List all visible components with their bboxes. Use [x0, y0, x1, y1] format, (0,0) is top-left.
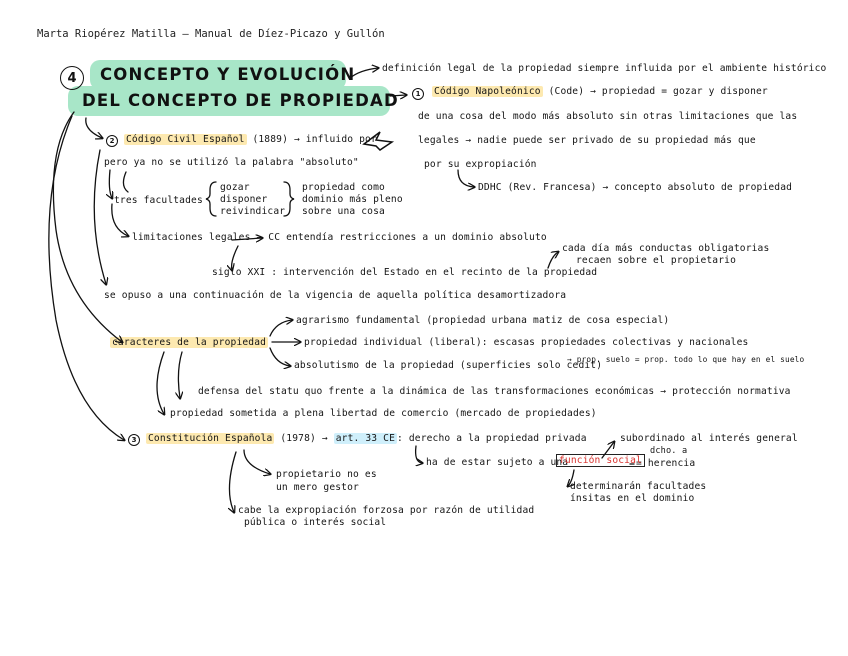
se-opuso: se opuso a una continuación de la vigencia de aquella política desamortizadora	[104, 290, 567, 301]
page-header: Marta Riopérez Matilla – Manual de Díez-Picazo y Gullón	[37, 28, 385, 40]
facultad-reivindicar: reivindicar	[220, 206, 286, 217]
dcho-a: dcho. a	[650, 446, 688, 456]
limitaciones-legales: limitaciones legales → CC entendía restricciones a un dominio absoluto	[132, 232, 547, 243]
determinaran-2: ínsitas en el dominio	[570, 493, 695, 504]
tres-facultades: tres facultades	[114, 195, 203, 206]
prop-suelo: → prop. suelo = prop. todo lo que hay en el suelo	[567, 355, 805, 364]
facultad-disponer: disponer	[220, 194, 268, 205]
resultado-3: sobre una cosa	[302, 206, 385, 217]
siglo-xxi: siglo XXI : intervención del Estado en el recinto de la propiedad	[212, 267, 598, 278]
agrarismo: agrarismo fundamental (propiedad urbana matiz de cosa especial)	[296, 315, 670, 326]
propiedad-individual: propiedad individual (liberal): escasas propiedades colectivas y nacionales	[304, 337, 749, 348]
napoleon-line-3: legales → nadie puede ser privado de su propiedad más que	[418, 135, 756, 146]
constitucion-year: (1978) →	[274, 433, 328, 444]
napoleon-line-4: por su expropiación	[424, 159, 537, 170]
caracteres-label: caracteres de la propiedad	[112, 337, 267, 348]
cabe-expropiacion-2: pública o interés social	[244, 517, 387, 528]
determinaran-1: determinarán facultades	[570, 481, 707, 492]
facultad-gozar: gozar	[220, 182, 250, 193]
civil-code-rest: (1889) → influido por	[246, 134, 377, 145]
definition-text: definición legal de la propiedad siempre influida por el ambiente histórico	[382, 63, 827, 74]
ha-de-estar: ha de estar sujeto a una	[426, 457, 569, 468]
derecho-propiedad: : derecho a la propiedad privada	[397, 433, 587, 444]
napoleon-rest: (Code) → propiedad = gozar y disponer	[542, 86, 768, 97]
defensa-statu-quo: defensa del statu quo frente a la dinámica de las transformaciones económicas → protección normativa	[198, 386, 791, 397]
civil-code-label: Código Civil Español	[126, 134, 245, 145]
napoleon-line-2: de una cosa del modo más absoluto sin otras limitaciones que las	[418, 111, 798, 122]
napoleon-label: Código Napoleónico	[434, 86, 541, 97]
propietario-2: un mero gestor	[276, 482, 359, 493]
cada-dia-2: recaen sobre el propietario	[576, 255, 736, 266]
item-number-3: 3	[128, 434, 140, 446]
resultado-1: propiedad como	[302, 182, 385, 193]
absolutismo: absolutismo de la propiedad (superficies solo cedit)	[294, 360, 603, 371]
constitucion-label: Constitución Española	[148, 433, 273, 444]
ddhc-line: DDHC (Rev. Francesa) → concepto absoluto de propiedad	[478, 182, 793, 193]
title-line-2: DEL CONCEPTO DE PROPIEDAD	[82, 91, 399, 110]
herencia: = herencia	[636, 458, 696, 469]
section-number-badge: 4	[60, 66, 84, 90]
funcion-social: función social	[556, 454, 645, 467]
cabe-expropiacion-1: cabe la expropiación forzosa por razón de utilidad	[238, 505, 535, 516]
subordinado: subordinado al interés general	[620, 433, 798, 444]
art-33: art. 33 CE	[335, 433, 395, 444]
resultado-2: dominio más pleno	[302, 194, 403, 205]
title-line-1: CONCEPTO Y EVOLUCIÓN	[100, 65, 356, 84]
item-number-2: 2	[106, 135, 118, 147]
item-number-1: 1	[412, 88, 424, 100]
propiedad-sometida: propiedad sometida a plena libertad de comercio (mercado de propiedades)	[170, 408, 597, 419]
propietario-1: propietario no es	[276, 469, 377, 480]
civil-code-line-2: pero ya no se utilizó la palabra "absoluto"	[104, 157, 359, 168]
cada-dia-1: cada día más conductas obligatorias	[562, 243, 770, 254]
